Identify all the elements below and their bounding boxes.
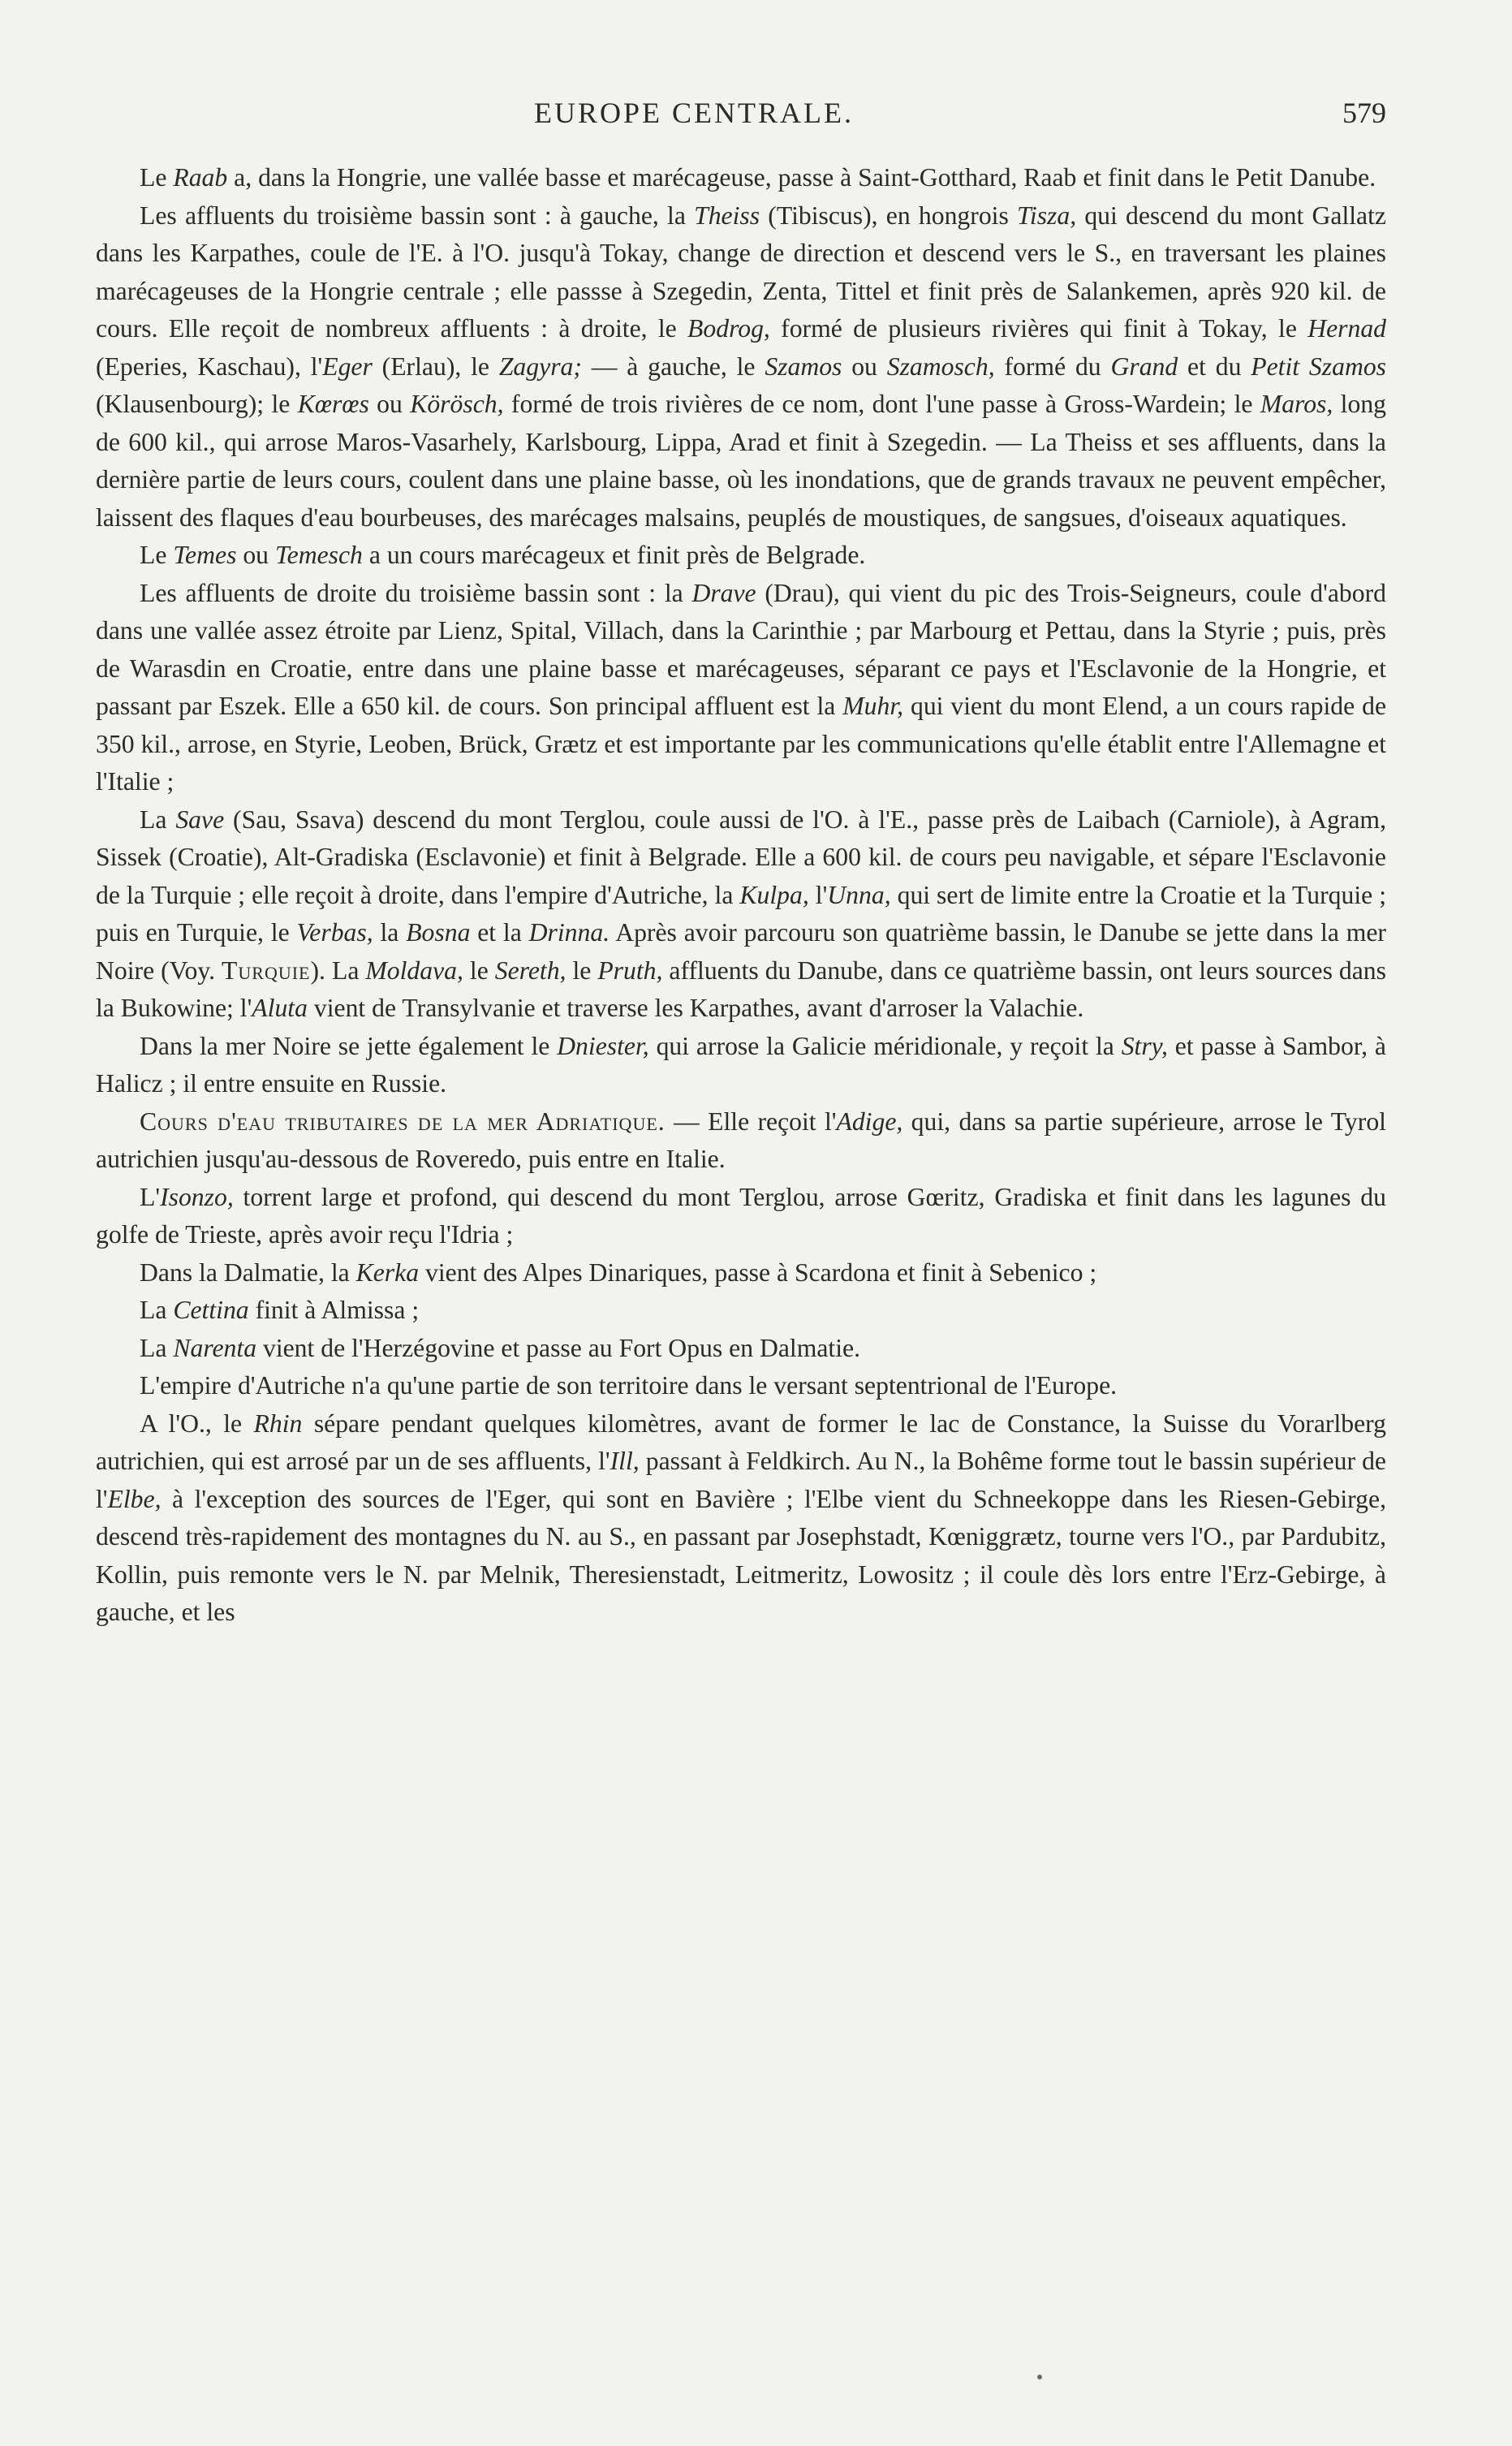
italic-term: Theiss [694,201,760,230]
italic-term: Petit Szamos [1251,352,1386,381]
italic-term: Kerka [355,1258,420,1287]
italic-term: Szamos [765,352,842,381]
printer-mark [1037,2375,1042,2379]
page [96,96,1386,1632]
italic-term: Raab [173,163,228,192]
italic-term: Elbe, [107,1484,162,1513]
italic-term: Aluta [252,994,308,1022]
italic-term: Körösch, [410,390,504,418]
italic-term: Muhr, [842,692,904,720]
italic-term: Kœrœs [297,390,369,418]
running-title: EUROPE CENTRALE. [534,97,854,129]
italic-term: Unna, [827,880,891,909]
italic-term: Hernad [1307,314,1387,343]
italic-term: Kulpa, [739,880,809,909]
italic-term: Narenta [173,1333,257,1362]
italic-term: Pruth, [597,956,663,985]
paragraph: La Cettina finit à Almissa ; [140,1296,420,1324]
italic-term: Sereth, [494,956,566,985]
italic-term: Temesch [274,541,363,569]
paragraph: Les affluents de droite du troisième bassin sont : la Drave (Drau), qui vient du pic des Trois-Seigneurs, coule d'abord dans une vallée assez étroite par Lienz, Spital, Villach, dans la Carinthie ; par Marbourg et Pettau, dans la Styrie ; puis, près de Warasdin en Croatie, entre dans une plaine basse et marécageuses, séparant ce pays et l'Esclavonie de la Hongrie, et passant par Eszek. Elle a 650 kil. de cours. Son principal affluent est la Muhr, qui vient du mont Elend, a un cours rapide de 350 kil., arrose, en Styrie, Leoben, Brück, Grætz et est importante par les communications qu'elle établit entre l'Allemagne et l'Italie ; [96,578,1387,796]
paragraph: L'empire d'Autriche n'a qu'une partie de son territoire dans le versant septentrional de l'Europe. [140,1371,1118,1400]
paragraph: Dans la Dalmatie, la Kerka vient des Alpes Dinariques, passe à Scardona et finit à Sebenico ; [140,1258,1097,1287]
page-number: 579 [1342,97,1386,129]
paragraph: Les affluents du troisième bassin sont : à gauche, la Theiss (Tibiscus), en hongrois Tisza, qui descend du mont Gallatz dans les Karpathes, coule de l'E. à l'O. jusqu'à Tokay, change de direction et descend vers le S., en traversant les plaines marécageuses de la Hongrie centrale ; elle passse à Szegedin, Zenta, Tittel et finit près de Salankemen, après 920 kil. de cours. Elle reçoit de nombreux affluents : à droite, le Bodrog, formé de plusieurs rivières qui finit à Tokay, le Hernad (Eperies, Kaschau), l'Eger (Erlau), le Zagyra; — à gauche, le Szamos ou Szamosch, formé du Grand et du Petit Szamos (Klausenbourg); le Kœrœs ou Körösch, formé de trois rivières de ce nom, dont l'une passe à Gross-Wardein; le Maros, long de 600 kil., qui arrose Maros-Vasarhely, Karlsbourg, Lippa, Arad et finit à Szegedin. — La Theiss et ses affluents, dans la dernière partie de leurs cours, coulent dans une plaine basse, où les inondations, que de grands travaux ne peuvent empêcher, laissent des flaques d'eau bourbeuses, des marécages malsains, peuplés de moustiques, de sangsues, d'oiseaux aquatiques. [96,201,1387,532]
italic-term: Bosna [406,918,471,947]
italic-term: Drinna. [528,918,610,947]
italic-term: Verbas, [296,918,373,947]
italic-term: Tisza, [1017,201,1077,230]
italic-term: Moldava, [365,956,463,985]
italic-term: Ill, [610,1447,640,1475]
paragraph: Dans la mer Noire se jette également le Dniester, qui arrose la Galicie méridionale, y reçoit la Stry, et passe à Sambor, à Halicz ; il entre ensuite en Russie. [96,1031,1386,1098]
italic-term: Szamosch, [886,352,995,381]
italic-term: Dniester, [557,1031,649,1060]
italic-term: Maros, [1260,390,1333,418]
running-header [96,96,1386,145]
paragraph: Le Temes ou Temesch a un cours marécageux et finit près de Belgrade. [140,541,866,569]
paragraph: Cours d'eau tributaires de la mer Adriatique. — Elle reçoit l'Adige, qui, dans sa partie supérieure, arrose le Tyrol autrichien jusqu'au-dessous de Roveredo, puis entre en Italie. [96,1107,1386,1173]
italic-term: Eger [322,352,373,381]
italic-term: Grand [1110,352,1178,381]
body-text [96,159,1386,1632]
paragraph: A l'O., le Rhin sépare pendant quelques kilomètres, avant de former le lac de Constance, la Suisse du Vorarlberg autrichien, qui est arrosé par un de ses affluents, l'Ill, passant à Feldkirch. Au N., la Bohême forme tout le bassin supérieur de l'Elbe, à l'exception des sources de l'Eger, qui sont en Bavière ; l'Elbe vient du Schneekoppe dans les Riesen-Gebirge, descend très-rapidement des montagnes du N. au S., en passant par Josephstadt, Kœniggrætz, tourne vers l'O., par Pardubitz, Kollin, puis remonte vers le N. par Melnik, Theresienstadt, Leitmeritz, Lowositz ; il coule dès lors entre l'Erz-Gebirge, à gauche, et les [96,1408,1386,1626]
italic-term: Bodrog, [687,314,770,343]
paragraph: La Save (Sau, Ssava) descend du mont Terglou, coule aussi de l'O. à l'E., passe près de Laibach (Carniole), à Agram, Sissek (Croatie), Alt-Gradiska (Esclavonie) et finit à Belgrade. Elle a 600 kil. de cours peu navigable, et sépare l'Esclavonie de la Turquie ; elle reçoit à droite, dans l'empire d'Autriche, la Kulpa, l'Unna, qui sert de limite entre la Croatie et la Turquie ; puis en Turquie, le Verbas, la Bosna et la Drinna. Après avoir parcouru son quatrième bassin, le Danube se jette dans la mer Noire (Voy. Turquie). La Moldava, le Sereth, le Pruth, affluents du Danube, dans ce quatrième bassin, ont leurs sources dans la Bukowine; l'Aluta vient de Transylvanie et traverse les Karpathes, avant d'arroser la Valachie. [96,805,1386,1022]
italic-term: Temes [173,541,237,569]
italic-term: Rhin [253,1408,303,1438]
italic-term: Zagyra; [498,352,582,381]
small-caps-text: Cours d'eau tributaires de la mer Adriatique. [140,1107,666,1136]
italic-term: Cettina [173,1296,249,1324]
italic-term: Isonzo, [160,1182,234,1211]
italic-term: Stry, [1121,1031,1168,1060]
paragraph: Le Raab a, dans la Hongrie, une vallée basse et marécageuse, passe à Saint-Gotthard, Raab et finit dans le Petit Danube. [140,163,1376,192]
paragraph: L'Isonzo, torrent large et profond, qui descend du mont Terglou, arrose Gœritz, Gradiska et finit dans les lagunes du golfe de Trieste, après avoir reçu l'Idria ; [96,1182,1386,1249]
italic-term: Drave [691,578,756,607]
paragraph: La Narenta vient de l'Herzégovine et passe au Fort Opus en Dalmatie. [140,1333,861,1362]
small-caps-text: Turquie [222,956,311,985]
italic-term: Adige, [836,1107,903,1136]
italic-term: Save [175,805,225,834]
